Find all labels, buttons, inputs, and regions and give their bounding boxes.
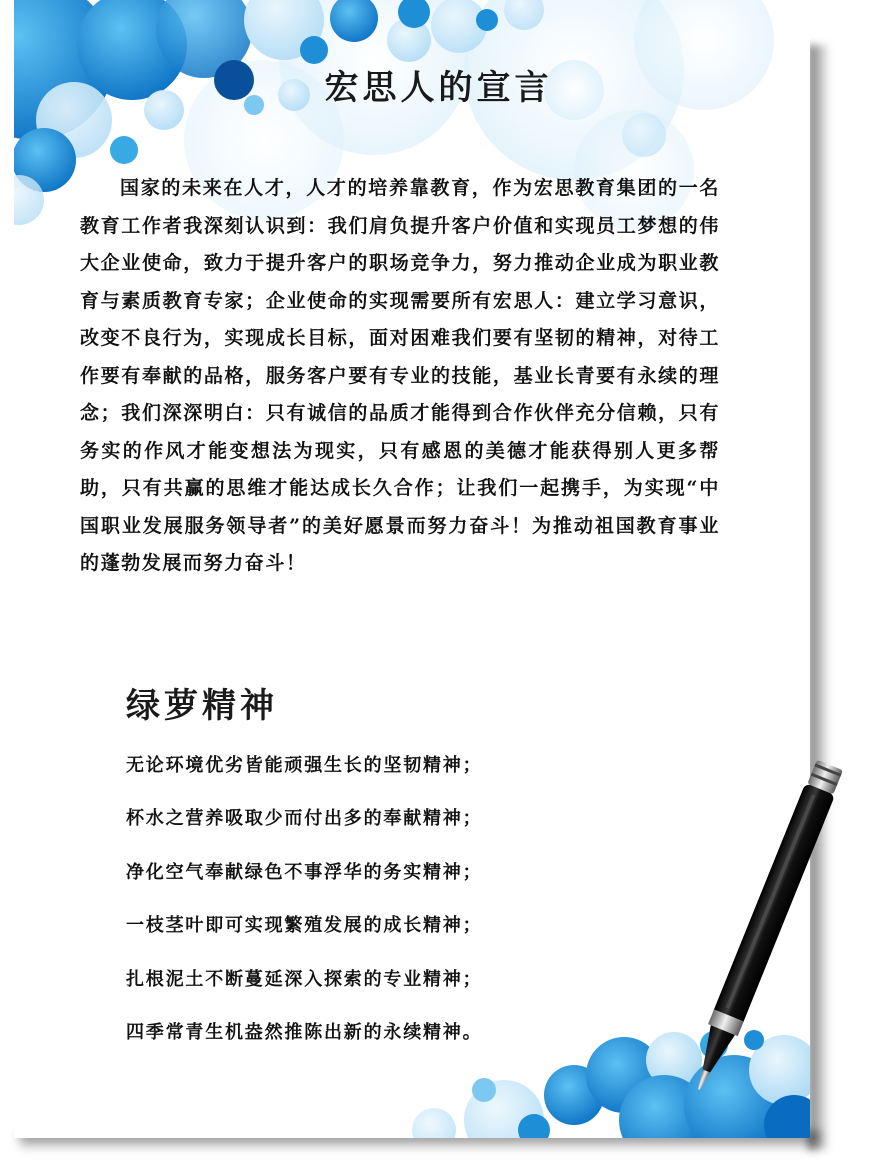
page-title: 宏思人的宣言 [324, 68, 553, 108]
list-item: 一枝茎叶即可实现繁殖发展的成长精神； [126, 915, 483, 937]
list-item: 扎根泥土不断蔓延深入探索的专业精神； [126, 968, 483, 990]
section-heading: 绿萝精神 [126, 686, 278, 726]
list-item: 四季常青生机盎然推陈出新的永续精神。 [126, 1021, 483, 1043]
manifesto-paragraph: 国家的未来在人才，人才的培养靠教育，作为宏思教育集团的一名教育工作者我深刻认识到：我们肩负提升客户价值和实现员工梦想的伟大企业使命，致力于提升客户的职场竞争力，努力推动企业成为职业教育与素质教育专家；企业使命的实现需要所有宏思人：建立学习意识，改变不良行为，实现成长目标，面对困难我们要有坚韧的精神，对待工作要有奉献的品格，服务客户要有专业的技能，基业长青要有永续的理念；我们深深明白：只有诚信的品质才能得到合作伙伴充分信赖，只有务实的作风才能变想法为现实，只有感恩的美德才能获得别人更多帮助，只有共赢的思维才能达成长久合作；让我们一起携手，为实现“中国职业发展服务领导者”的美好愿景而努力奋斗！为推动祖国教育事业的蓬勃发展而努力奋斗！ [80, 177, 720, 574]
list-item: 杯水之营养吸取少而付出多的奉献精神； [126, 808, 483, 830]
list-item: 无论环境优劣皆能顽强生长的坚韧精神； [126, 755, 483, 776]
spirit-list [126, 748, 482, 1068]
pen-icon [680, 755, 870, 1125]
list-item: 净化空气奉献绿色不事浮华的务实精神； [126, 861, 483, 883]
